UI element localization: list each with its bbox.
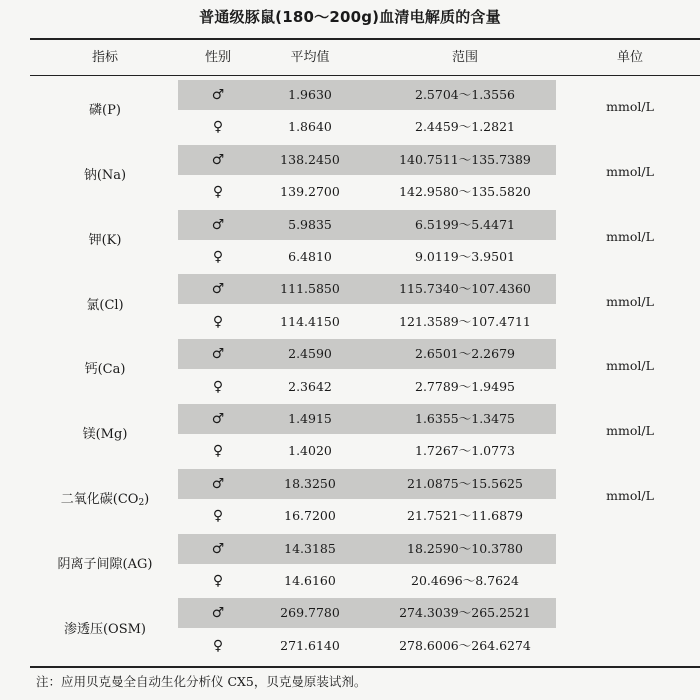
male-symbol: ♂	[211, 87, 225, 103]
unit-label: mmol/L	[606, 423, 654, 439]
female-range-value: 121.3589～107.4711	[399, 313, 531, 329]
footnote: 注：应用贝克曼全自动生化分析仪 CX5，贝克曼原装试剂。	[36, 674, 367, 689]
unit-label: mmol/L	[606, 293, 654, 309]
male-range-value: 140.7511～135.7389	[399, 151, 531, 167]
male-mean-value: 111.5850	[280, 281, 340, 297]
header-sex: 性别	[204, 50, 231, 65]
indicator-label: 二氧化碳$(CO_2)$	[60, 492, 150, 508]
female-mean-value: 1.4020	[288, 443, 332, 459]
header-indicator: 指标	[91, 50, 118, 65]
unit-label	[560, 546, 700, 576]
male-mean-value: 18.3250	[284, 475, 336, 491]
male-mean-value: 1.9630	[288, 87, 332, 102]
female-mean-value: 16.7200	[284, 508, 336, 524]
unit-label: mmol/L	[606, 164, 654, 179]
male-range-value: 6.5199～5.4471	[415, 216, 515, 232]
female-symbol: ♀	[212, 378, 224, 395]
male-range-value: 115.7340～107.4360	[399, 281, 531, 297]
table-title: 普通级豚鼠(180～200g)血清电解质的含量	[199, 8, 501, 26]
male-mean-value: 14.3185	[284, 540, 336, 556]
male-mean-value: 138.2450	[280, 151, 340, 167]
male-mean-value: 5.9835	[288, 216, 332, 232]
male-symbol: ♂	[211, 605, 225, 622]
header-mean: 平均值	[290, 50, 330, 65]
male-range-value: 21.0875～15.5625	[407, 475, 523, 491]
unit-label: mmol/L	[606, 228, 654, 244]
male-range-value: 274.3039～265.2521	[399, 605, 531, 621]
indicator-label: 阴离子间隙(AG)	[57, 556, 153, 572]
female-range-value: 21.7521～11.6879	[407, 508, 523, 524]
unit-label	[560, 611, 700, 641]
unit-label: mmol/L	[606, 99, 654, 115]
male-range-value: 2.5704～1.3556	[415, 87, 515, 102]
unit-label: mmol/L	[606, 488, 654, 503]
indicator-label: 镁(Mg)	[82, 427, 128, 443]
male-mean-value: 2.4590	[288, 346, 332, 362]
female-mean-value: 271.6140	[280, 637, 340, 653]
female-mean-value: 114.4150	[280, 313, 340, 329]
male-symbol: ♂	[211, 281, 225, 298]
female-mean-value: 1.8640	[288, 119, 332, 135]
female-mean-value: 6.4810	[288, 249, 332, 264]
male-symbol: ♂	[211, 540, 225, 557]
female-mean-value: 14.6160	[284, 573, 336, 588]
male-symbol: ♂	[211, 151, 225, 168]
female-symbol: ♀	[212, 313, 224, 330]
male-range-value: 18.2590～10.3780	[407, 540, 523, 556]
female-mean-value: 2.3642	[288, 378, 332, 394]
female-range-value: 2.7789～1.9495	[415, 378, 515, 394]
male-symbol: ♂	[211, 346, 225, 363]
male-range-value: 1.6355～1.3475	[415, 411, 515, 426]
female-range-value: 2.4459～1.2821	[415, 119, 515, 135]
male-range-value: 2.6501～2.2679	[415, 346, 515, 362]
male-mean-value: 1.4915	[288, 411, 332, 426]
indicator-label: 钠(Na)	[83, 168, 127, 183]
female-range-value: 1.7267～1.0773	[415, 443, 515, 459]
top-rule	[30, 38, 700, 40]
indicator-label: 钾(K)	[88, 232, 122, 248]
indicator-label: 氯(Cl)	[86, 297, 124, 313]
female-range-value: 278.6006～264.6274	[399, 637, 531, 653]
female-mean-value: 139.2700	[280, 184, 340, 200]
unit-label: mmol/L	[606, 358, 654, 374]
indicator-label: 渗透压(OSM)	[63, 621, 147, 637]
female-symbol: ♀	[212, 637, 224, 654]
indicator-label: 磷(P)	[89, 103, 121, 119]
male-symbol: ♂	[211, 475, 225, 492]
female-symbol: ♀	[212, 573, 224, 589]
header-unit: 单位	[616, 50, 643, 65]
female-symbol: ♀	[212, 184, 224, 201]
header-rule	[30, 75, 700, 76]
male-symbol: ♂	[211, 216, 225, 233]
female-range-value: 142.9580～135.5820	[399, 184, 531, 200]
female-range-value: 20.4696～8.7624	[411, 573, 519, 588]
indicator-label: 钙(Ca)	[84, 362, 126, 378]
header-range: 范围	[451, 50, 478, 65]
female-symbol: ♀	[212, 508, 224, 525]
female-symbol: ♀	[212, 119, 224, 136]
female-range-value: 9.0119～3.9501	[415, 249, 515, 264]
bottom-rule	[30, 666, 700, 668]
female-symbol: ♀	[212, 443, 224, 460]
female-symbol: ♀	[212, 249, 224, 265]
male-symbol: ♂	[211, 411, 225, 427]
male-mean-value: 269.7780	[280, 605, 340, 621]
